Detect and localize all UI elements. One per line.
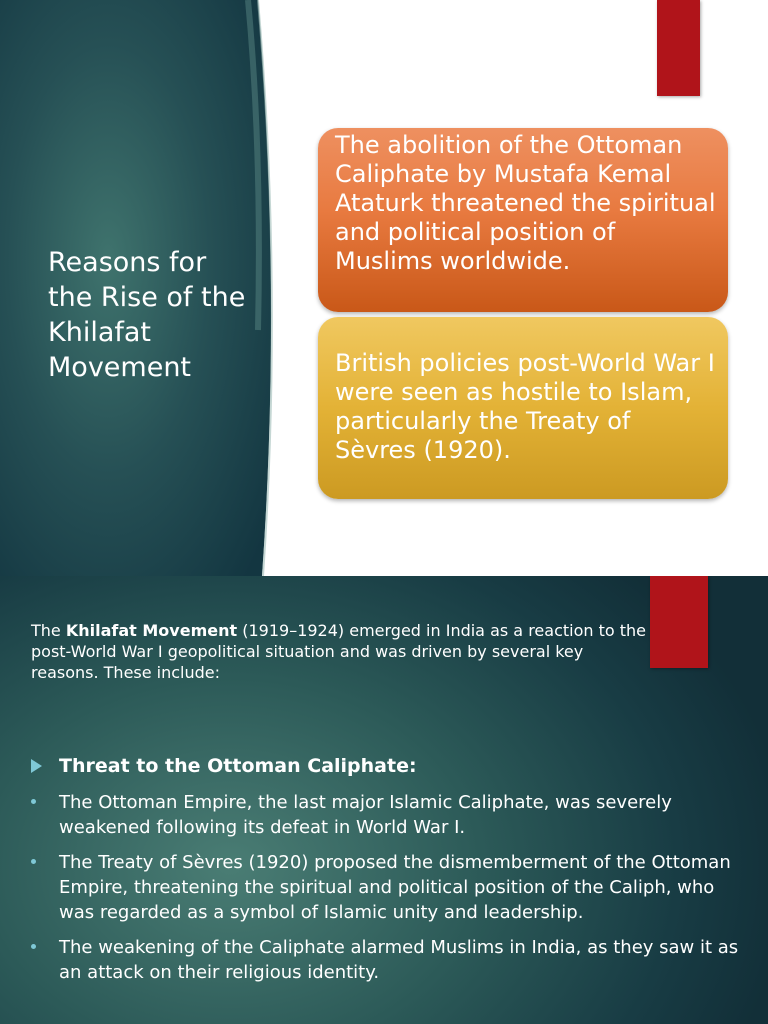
red-accent-bar: [657, 0, 700, 96]
bullet-text: The Ottoman Empire, the last major Islamic Caliphate, was severely weakened following its defeat in World War I.: [59, 792, 672, 838]
intro-paragraph: [31, 620, 651, 683]
slide-title: Reasons for the Rise of the Khilafat Movement: [48, 247, 246, 383]
reason-box-british-policies: British policies post-World War I were seen as hostile to Islam, particularly the Treaty of Sèvres (1920).: [318, 317, 728, 499]
list-item: [31, 850, 743, 925]
intro-suffix: (1919–1924) emerged in India as a reaction to the post-World War I geopolitical situation and was driven by several key reasons. These include:: [31, 621, 646, 682]
bullet-dot-icon: [31, 799, 36, 804]
slide-2: [0, 576, 768, 1024]
intro-prefix: The: [31, 621, 66, 640]
bullet-dot-icon: [31, 944, 36, 949]
list-item: [31, 790, 743, 840]
triangle-bullet-icon: [31, 759, 42, 773]
intro-bold-term: Khilafat Movement: [65, 621, 238, 640]
bullet-text: The weakening of the Caliphate alarmed Muslims in India, as they saw it as an attack on their religious identity.: [59, 937, 739, 983]
bullet-text: The Treaty of Sèvres (1920) proposed the dismemberment of the Ottoman Empire, threatening the spiritual and political position of the Caliph, who was regarded as a symbol of Islamic unity and leadership.: [59, 852, 731, 923]
section-heading: Threat to the Ottoman Caliphate:: [59, 755, 417, 777]
bullet-list: [31, 790, 743, 995]
reason-box-caliphate: The abolition of the Ottoman Caliphate by Mustafa Kemal Ataturk threatened the spiritual and political position of Muslims worldwide.: [318, 128, 728, 312]
bullet-dot-icon: [31, 859, 36, 864]
list-item: [31, 935, 743, 985]
red-accent-bar: [650, 576, 708, 668]
